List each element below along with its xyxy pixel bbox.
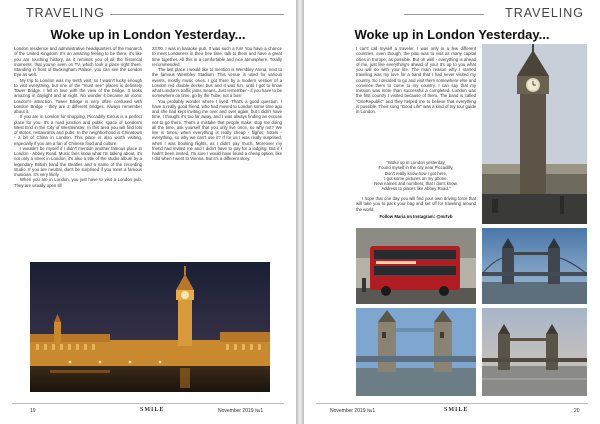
page-number: 20 <box>574 408 580 414</box>
paragraph: My trip to London was my tenth visit, so I wasn't lucky enough to visit everything, but one of the "must see" places is definitely Tower Bridge. I fell in love with the view of the bridge. It looks amazing in daylight and at night. No wonder it became an iconic London's attraction. Tower Bridge is very often confused with London Bridge - they are 2 different bridges. Always remember about it. <box>14 77 142 114</box>
paragraph: If you are in London for shopping, Piccadilly Circus is a perfect place for you. It's a road junction and public space of London's West End in the City of Westminster. In this area you will find lots of stores, restaurants and pubs. In the neighborhood is Chinatown - a bit of China in London. This place is also worth visiting, especially if you are a fan of Chinese food and culture. <box>14 114 142 146</box>
big-ben-day-photo <box>482 44 587 224</box>
header-rule <box>110 14 284 15</box>
quote-line: Don't really know how I got here, <box>384 170 448 176</box>
paragraph: I can't call myself a traveler. I was only in a few different countries, even though, the plan was to visit as many capital cities in Europe, as possible. But oh well - everything is ahead of me, just like everything's ahead of you! It's up to you what you will do with your life. The main reason why I started traveling was my love for a band that I had never visited my country. So I decided to go and visit them somewhere else and convince them to come to my country. I can say that my mission was more than successful a completed. London was the first country I visited because of them. The band is called "OneRepublic" and they helped me to believe that everything is possible. Their song "Good Life" was a kind of my tour guide in London. <box>356 46 476 114</box>
paragraph: The last place I would like to mention is Wembley Arena, next to the famous Wembley Stadium. This venue is used for various events, mostly music ones. I got there by a modern version of a London red double decker bus and it was fun, until I got to know what London's traffic jams means. Just remember - if you have to be somewhere on time, go by the Tube, not a bus! <box>152 67 282 99</box>
instagram-credit: Follow Maria on Instagram: @mrtvb <box>379 214 453 219</box>
page-number: 19 <box>30 408 36 414</box>
tower-bridge-closeup-photo <box>356 308 476 396</box>
issue-label: November 2019 №1 <box>218 408 264 414</box>
footer-rule <box>12 403 284 404</box>
paragraph: You probably wonder where I lived. That's a good question. I have a really good friend, who had moved to London some time ago and she had kept inviting me over and over again, but I didn't have time, I thought it's too far away, and I was always finding an excuse not to go there. That's a mistake that people make: stop me doing all the time, ask yourself that you only live once, so why not? We live in times, when everything is really cheap - flights, hotels - everything, so why we can't use it? If for us I was really surprised, when I was booking flights, as I didn't pay much. Moreover my friend had invited me and I didn't have to pay for a lodging. But if I hadn't been invited, I'm sure I would have found a cheap option, like I did when I went to Vienna. But it's a different story. <box>152 98 282 162</box>
section-label: TRAVELING <box>26 6 105 20</box>
quote-line: Address to places like Abbey Road." <box>381 186 451 192</box>
article-column-2 <box>152 46 282 162</box>
page-spine <box>296 0 304 424</box>
right-page <box>304 0 600 424</box>
article-column-1 <box>356 46 476 114</box>
section-label: TRAVELING <box>505 6 584 20</box>
header-rule <box>404 14 484 15</box>
song-quote <box>356 160 476 192</box>
left-page <box>0 0 296 424</box>
closing-paragraph: I hope that one day you will find your own driving force that will take you to pack your bag and set off for traveling around the world. <box>356 196 476 212</box>
footer-rule <box>316 403 588 404</box>
tower-bridge-dusk-photo <box>482 308 587 396</box>
quote-line: "Woke up in London yesterday, <box>386 160 446 165</box>
paragraph: London residence and administrative headquarters of the monarch of the United Kingdom. It's an amazing feeling to be there, it's like you are touching history, as it reminds you of all the historical moments, that you've seen on TV, which took a place right there. Standing in front of Buckingham Palace, you can see the London Eye as well. <box>14 46 142 78</box>
issue-label: November 2019 №1 <box>330 408 376 414</box>
paragraph: I wouldn't be myself if I didn't mention another famous place in London - Abbey Road. Music fans know what I'm talking about, it's not only a street in London, it's also a title of the studio album by a legendary British band the Beatles and a name of the recording studio. If you are neutral, don't be surprised if you meet a famous musician. It's very likely. <box>14 145 142 177</box>
paragraph: 23:00. I was in karaoke pub. It was such a fun! You have a chance to meet Londoners in their free time, talk to them and have a great time together. All this in a comfortable and nice atmosphere. Totally recommended. <box>152 46 282 67</box>
article-column-1 <box>14 46 142 188</box>
quote-line: Found myself in the city near Piccadilly, <box>378 165 454 171</box>
page-title: Woke up in London Yesterday... <box>354 27 550 42</box>
quote-line: New names and numbers, that I don't know, <box>374 181 458 187</box>
magazine-logo: SMILE <box>140 407 165 413</box>
big-ben-night-photo <box>30 262 270 392</box>
paragraph: When you are in London, you just have to visit a London pub. They are usually open till <box>14 177 142 188</box>
quote-line: I got some pictures on my phone. <box>384 175 448 181</box>
red-bus-photo <box>356 228 476 304</box>
tower-bridge-photo <box>482 228 587 304</box>
page-title: Woke up in London Yesterday... <box>50 27 246 42</box>
magazine-logo: SMILE <box>444 407 469 413</box>
